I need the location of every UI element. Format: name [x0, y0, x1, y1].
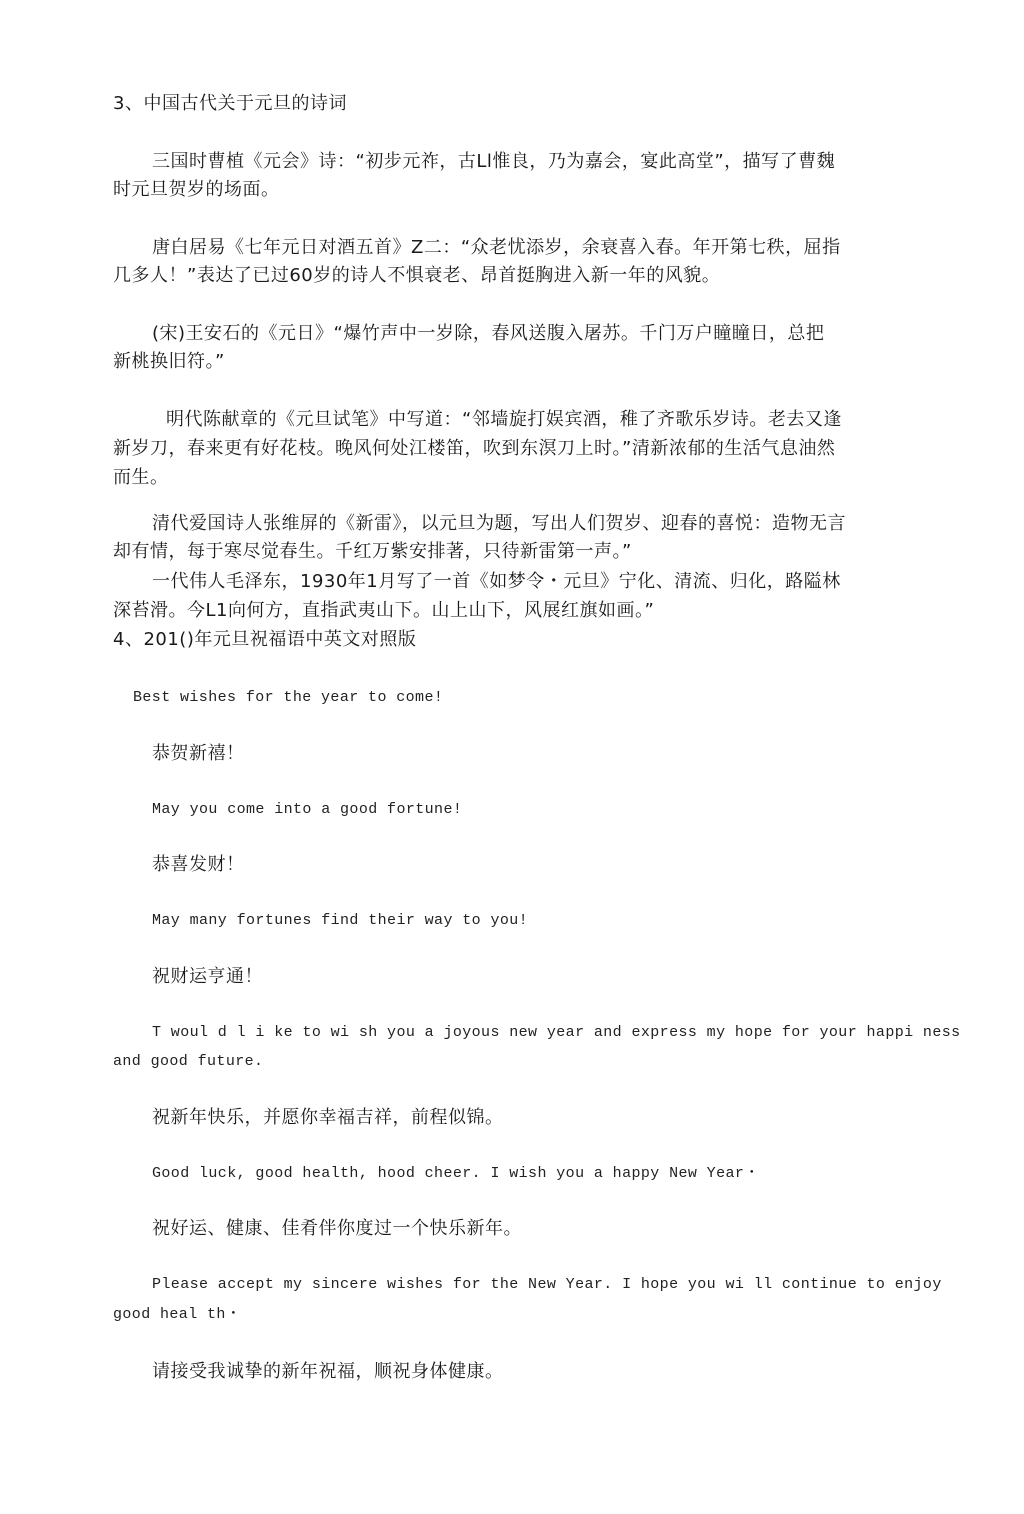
greeting-english: Best wishes for the year to come!	[133, 689, 444, 706]
poem-paragraph-4-line-1: 明代陈献章的《元旦试笔》中写道：“邻墙旋打娱宾酒，稚了齐歌乐岁诗。老去又逢	[166, 409, 842, 430]
pair-5-chinese: 祝好运、健康、佳肴伴你度过一个快乐新年。	[152, 1218, 522, 1239]
pair-4-chinese: 祝新年快乐，并愿你幸福吉祥，前程似锦。	[152, 1107, 504, 1128]
poem-paragraph-1-line-1: 三国时曹植《元会》诗：“初步元祚，古Ll惟良，乃为嘉会，宴此高堂”，描写了曹魏	[152, 151, 836, 172]
pair-4-english: Good luck, good health, hood cheer. I wish you a happy New Year・	[152, 1165, 760, 1182]
closing-chinese: 请接受我诚挚的新年祝福，顺祝身体健康。	[152, 1361, 504, 1382]
poem-paragraph-5-line-1: 清代爱国诗人张维屏的《新雷》，以元旦为题，写出人们贺岁、迎春的喜悦：造物无言	[152, 513, 846, 534]
poem-paragraph-4-line-3: 而生。	[113, 467, 169, 488]
pair-1-english: May you come into a good fortune!	[152, 801, 463, 818]
section-3-heading: 3、中国古代关于元旦的诗词	[113, 93, 347, 114]
pair-3-english-line-1: T woul d l i ke to wi sh you a joyous new year and express my hope for your happi ness	[152, 1024, 961, 1041]
pair-5-english-line-1: Please accept my sincere wishes for the New Year. I hope you wi ll continue to enjoy	[152, 1276, 942, 1293]
poem-paragraph-2-line-1: 唐白居易《七年元日对酒五首》Z二：“众老忧添岁，余衰喜入春。年开第七秩，屈指	[152, 237, 841, 258]
poem-paragraph-6-line-1: 一代伟人毛泽东，1930年1月写了一首《如梦令・元旦》宁化、清流、归化，路隘林	[152, 571, 841, 592]
pair-2-chinese: 恭喜发财！	[152, 854, 245, 875]
poem-paragraph-3-line-1: (宋)王安石的《元日》“爆竹声中一岁除，春风送腹入屠苏。千门万户瞳瞳日，总把	[152, 323, 825, 344]
poem-paragraph-2-line-2: 几多人！”表达了已过60岁的诗人不惧衰老、昂首挺胸进入新一年的风貌。	[113, 265, 721, 286]
poem-paragraph-3-line-2: 新桃换旧符。”	[113, 351, 225, 372]
poem-paragraph-5-line-2: 却有情，每于寒尽觉春生。千红万紫安排著，只待新雷第一声。”	[113, 541, 632, 562]
pair-5-english-line-2: good heal th・	[113, 1306, 242, 1323]
poem-paragraph-1-line-2: 时元旦贺岁的场面。	[113, 179, 280, 200]
pair-3-english-line-2: and good future.	[113, 1053, 264, 1070]
section-4-heading: 4、201()年元旦祝福语中英文对照版	[113, 629, 417, 650]
pair-2-english: May many fortunes find their way to you!	[152, 912, 529, 929]
pair-1-chinese: 恭贺新禧！	[152, 743, 245, 764]
pair-3-chinese: 祝财运亨通！	[152, 966, 263, 987]
poem-paragraph-4-line-2: 新岁刀，春来更有好花枝。晚风何处江楼笛，吹到东溟刀上时。”清新浓郁的生活气息油然	[113, 438, 836, 459]
poem-paragraph-6-line-2: 深苔滑。今L1向何方，直指武夷山下。山上山下，风展红旗如画。”	[113, 600, 655, 621]
